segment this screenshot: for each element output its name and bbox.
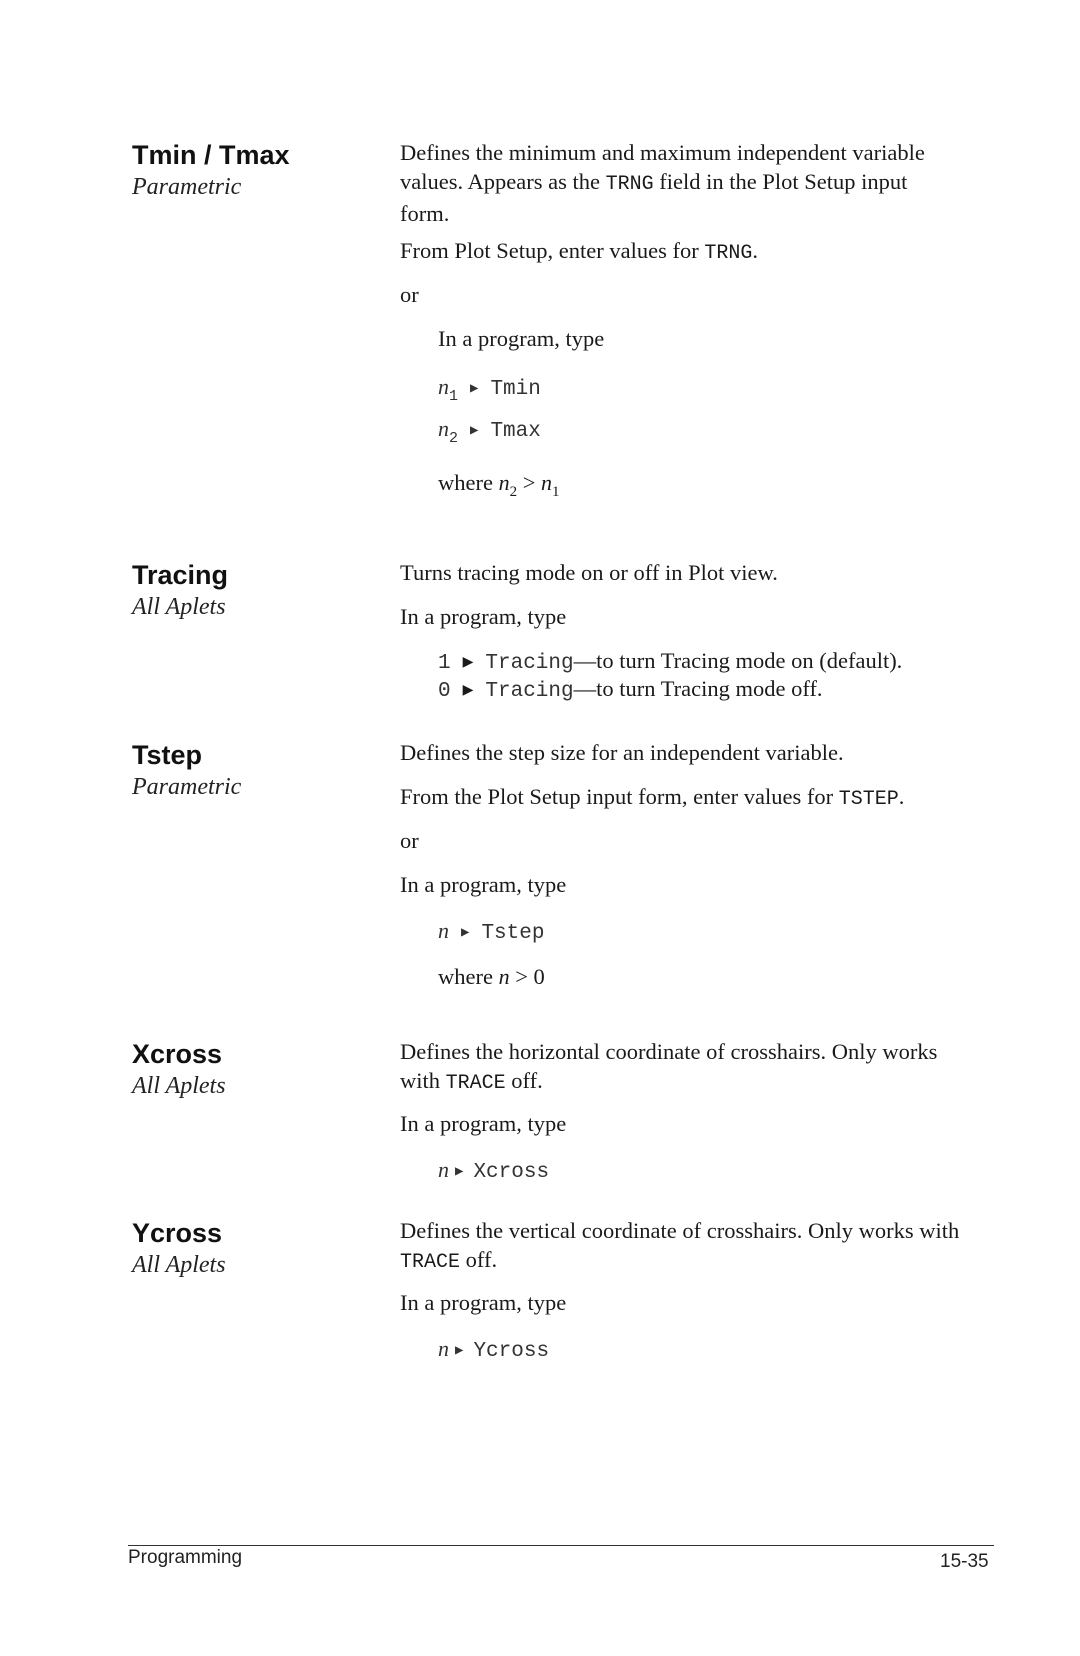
code-line: n ▶ Ycross: [438, 1334, 549, 1368]
store-arrow-icon: ▶: [461, 925, 470, 941]
term-heading: Tmin / Tmax: [132, 140, 290, 170]
code-line: n ▶ Xcross: [438, 1155, 549, 1189]
description-text: Defines the step size for an independent variable.: [400, 740, 844, 765]
term-heading: Xcross: [132, 1039, 223, 1069]
code-line: 1 ▶ Tracing—to turn Tracing mode on (default).: [438, 648, 903, 675]
description-text: Turns tracing mode on or off in Plot view.: [400, 560, 778, 585]
store-arrow-icon: ▶: [455, 1343, 464, 1359]
program-instruction: In a program, type: [400, 872, 567, 897]
store-arrow-icon: ▶: [470, 381, 479, 397]
program-instruction: In a program, type: [400, 604, 567, 629]
code-line: 0 ▶ Tracing—to turn Tracing mode off.: [438, 676, 823, 703]
term-heading: Ycross: [132, 1218, 223, 1248]
description-text: Defines the minimum and maximum independent variable values. Appears as the TRNG field in the Plot Setup input form.: [400, 140, 925, 226]
setup-instruction: From the Plot Setup input form, enter values for TSTEP.: [400, 784, 905, 811]
term-scope: All Aplets: [132, 594, 226, 620]
store-arrow-icon: ▶: [455, 1164, 464, 1180]
program-instruction: In a program, type: [438, 326, 605, 351]
where-condition: where n > 0: [438, 964, 545, 989]
setup-instruction: From Plot Setup, enter values for TRNG.: [400, 238, 758, 265]
term-scope: Parametric: [132, 774, 242, 800]
where-condition: where $n_2 > n_1$: [438, 470, 560, 500]
term-scope: All Aplets: [132, 1073, 226, 1099]
program-instruction: In a program, type: [400, 1111, 567, 1136]
footer-rule: [128, 1545, 994, 1546]
description-text: Defines the vertical coordinate of crosshairs. Only works with TRACE off.: [400, 1218, 960, 1274]
footer-chapter: Programming: [128, 1547, 243, 1568]
store-arrow-icon: ▶: [462, 683, 474, 698]
code-line: $n_2$ ▶ Tmax: [438, 416, 541, 447]
page-number: 15-35: [940, 1551, 989, 1572]
term-scope: All Aplets: [132, 1252, 226, 1278]
term-heading: Tstep: [132, 740, 203, 770]
code-line: n ▶ Tstep: [438, 916, 544, 950]
description-text: Defines the horizontal coordinate of crosshairs. Only works with TRACE off.: [400, 1039, 938, 1095]
or-text: or: [400, 828, 419, 853]
term-scope: Parametric: [132, 174, 242, 200]
code-line: $n_1$ ▶ Tmin: [438, 374, 541, 405]
or-text: or: [400, 282, 419, 307]
store-arrow-icon: ▶: [470, 423, 479, 439]
store-arrow-icon: ▶: [462, 655, 474, 670]
term-heading: Tracing: [132, 560, 229, 590]
program-instruction: In a program, type: [400, 1290, 567, 1315]
